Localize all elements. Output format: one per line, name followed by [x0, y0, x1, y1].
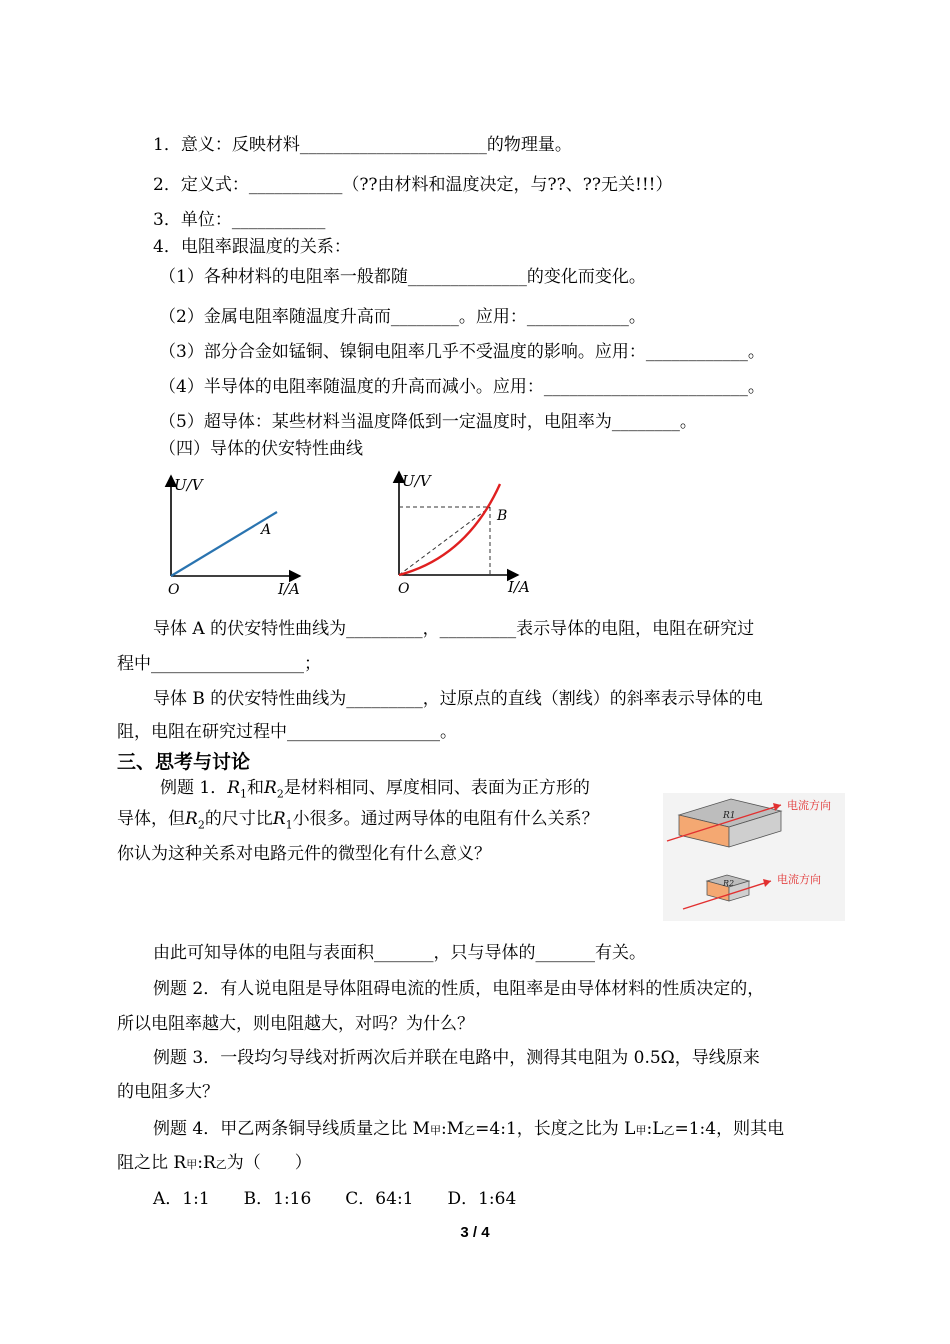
graph-b [382, 462, 552, 602]
example-1-conclusion: 由此可知导体的电阻与表面积_______，只与导体的_______有关。 [153, 943, 646, 963]
sub-item-4: （4）半导体的电阻率随温度的升高而减小。应用：________________________。 [159, 377, 765, 397]
graph-b-question-cont: 阻，电阻在研究过程中__________________。 [117, 722, 457, 742]
example-4-options: A．1:1 B．1:16 C．64:1 D．1:64 [153, 1189, 517, 1209]
sub-item-3: （3）部分合金如锰铜、镍铜电阻率几乎不受温度的影响。应用：____________。 [159, 342, 765, 362]
graph-b-question: 导体 B 的伏安特性曲线为_________，过原点的直线（割线）的斜率表示导体的电 [153, 689, 763, 709]
example-2-line-2: 所以电阻率越大，则电阻越大，对吗？为什么？ [117, 1014, 474, 1034]
example-1-line-2: 导体，但$R_2$的尺寸比$R_1$小很多。通过两导体的电阻有什么关系？ [117, 809, 599, 832]
item-temperature-relation: 4．电阻率跟温度的关系： [153, 237, 351, 257]
example-1-line-1: 例题 1．$R_1$和$R_2$是材料相同、厚度相同、表面为正方形的 [160, 778, 590, 801]
example-1-line-3: 你认为这种关系对电路元件的微型化有什么意义？ [117, 844, 491, 864]
curve-b [399, 484, 500, 575]
x-axis-label: I/A [278, 580, 300, 598]
item-definition: 2．定义式：___________（??由材料和温度决定，与??、??无关!!!） [153, 175, 673, 195]
section-heading: 三、思考与讨论 [117, 751, 251, 773]
example-4-line-1: 例题 4．甲乙两条铜导线质量之比 M甲:M乙=4:1，长度之比为 L甲:L乙=1:4，则其电 [153, 1119, 785, 1139]
r2-label: R2 [723, 879, 735, 888]
subsection-heading: （四）导体的伏安特性曲线 [159, 439, 363, 459]
graph-a-question-cont: 程中__________________； [117, 654, 321, 674]
origin-label: O [168, 582, 180, 598]
sub-item-2: （2）金属电阻率随温度升高而________。应用：____________。 [159, 307, 646, 327]
conductor-blocks-figure [663, 793, 845, 921]
example-4-line-2: 阻之比 R甲:R乙为（ ） [117, 1153, 312, 1173]
example-2-line-1: 例题 2．有人说电阻是导体阻碍电流的性质，电阻率是由导体材料的性质决定的， [153, 979, 765, 999]
item-unit: 3．单位：___________ [153, 210, 326, 230]
item-meaning: 1．意义：反映材料______________________的物理量。 [153, 135, 572, 155]
graph-a-question: 导体 A 的伏安特性曲线为_________，_________表示导体的电阻，电阻在研究过 [153, 619, 755, 639]
origin-label: O [398, 581, 410, 597]
example-3-line-1: 例题 3．一段均匀导线对折两次后并联在电路中，测得其电阻为 0.5Ω，导线原来 [153, 1048, 760, 1068]
sub-item-1: （1）各种材料的电阻率一般都随______________的变化而变化。 [159, 267, 646, 287]
label-a: A [261, 522, 272, 538]
example-3-line-2: 的电阻多大？ [117, 1082, 219, 1102]
secant-line [399, 507, 490, 575]
r1-label: R1 [723, 811, 736, 821]
label-b: B [497, 508, 508, 524]
x-axis-label: I/A [508, 578, 530, 596]
current-direction-label-2: 电流方向 [777, 873, 821, 886]
y-axis-label: U/V [402, 472, 431, 490]
graph-a [150, 462, 320, 602]
sub-item-5: （5）超导体：某些材料当温度降低到一定温度时，电阻率为________。 [159, 412, 697, 432]
page-number: 3 / 4 [460, 1224, 490, 1241]
y-axis-label: U/V [174, 476, 203, 494]
current-direction-label-1: 电流方向 [787, 799, 831, 812]
